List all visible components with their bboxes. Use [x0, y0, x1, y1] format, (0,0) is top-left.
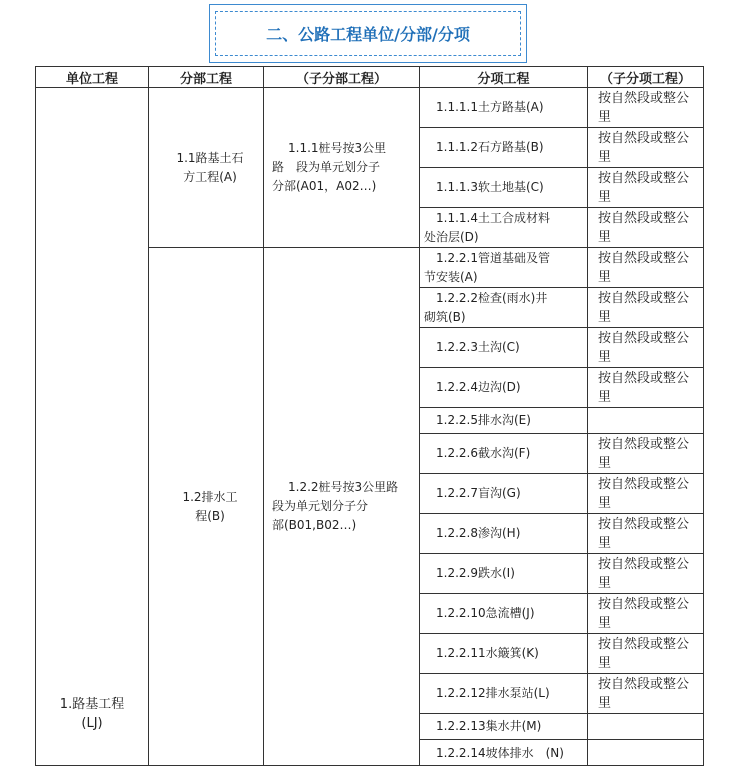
- header-item: 分项工程: [420, 67, 588, 88]
- note-cell: 按自然段或整公里: [588, 328, 704, 368]
- note-cell: 按自然段或整公里: [588, 514, 704, 554]
- item-cell: 1.2.2.14坡体排水 (N): [420, 740, 588, 766]
- part-label: 1.2排水工: [182, 489, 238, 504]
- subpart-text: 分部(A01，A02…): [272, 179, 377, 193]
- subpart-text: 1.2.2桩号按3公里路: [288, 480, 399, 494]
- item-cell: 1.1.1.2石方路基(B): [420, 128, 588, 168]
- subpart-text: 1.1.1桩号按3公里: [288, 141, 387, 155]
- unit-code: (LJ): [81, 716, 103, 731]
- unit-name: 1.路基工程: [59, 697, 125, 712]
- note-cell: 按自然段或整公里: [588, 168, 704, 208]
- subpart-text: 路 段为单元划分子: [272, 160, 381, 174]
- item-cell: 1.2.2.3土沟(C): [420, 328, 588, 368]
- subpart-cell-1: [264, 88, 420, 248]
- item-cell: 1.2.2.7盲沟(G): [420, 474, 588, 514]
- note-cell: 按自然段或整公里: [588, 554, 704, 594]
- note-cell: 按自然段或整公里: [588, 288, 704, 328]
- note-cell: 按自然段或整公里: [588, 474, 704, 514]
- item-cell: 1.1.1.1土方路基(A): [420, 88, 588, 128]
- note-cell: [588, 714, 704, 740]
- note-cell: [588, 740, 704, 766]
- project-table: [35, 66, 704, 766]
- page-title: 二、公路工程单位/分部/分项: [215, 11, 521, 56]
- table-row: [36, 88, 704, 128]
- item-cell: 1.2.2.8渗沟(H): [420, 514, 588, 554]
- header-subpart: （子分部工程）: [264, 67, 420, 88]
- part-cell-1: [149, 88, 264, 248]
- part-cell-2: [149, 248, 264, 766]
- unit-cell: [36, 88, 149, 766]
- note-cell: 按自然段或整公里: [588, 674, 704, 714]
- title-box: [209, 4, 527, 63]
- note-cell: 按自然段或整公里: [588, 88, 704, 128]
- note-cell: 按自然段或整公里: [588, 128, 704, 168]
- part-label: 方工程(A): [183, 169, 237, 184]
- item-cell: 1.2.2.12排水泵站(L): [420, 674, 588, 714]
- note-cell: 按自然段或整公里: [588, 434, 704, 474]
- note-cell: 按自然段或整公里: [588, 634, 704, 674]
- item-cell: 1.2.2.6截水沟(F): [420, 434, 588, 474]
- note-cell: 按自然段或整公里: [588, 208, 704, 248]
- item-cell: 1.2.2.11水簸箕(K): [420, 634, 588, 674]
- item-cell: 1.2.2.9跌水(I): [420, 554, 588, 594]
- item-cell: 1.2.2.2检查(雨水)井 砌筑(B): [420, 288, 588, 328]
- item-cell: 1.2.2.1管道基础及管 节安装(A): [420, 248, 588, 288]
- header-part: 分部工程: [149, 67, 264, 88]
- item-cell: 1.2.2.13集水井(M): [420, 714, 588, 740]
- header-unit: 单位工程: [36, 67, 149, 88]
- header-subitem: （子分项工程）: [588, 67, 704, 88]
- part-label: 程(B): [195, 508, 225, 523]
- item-cell: 1.2.2.10急流槽(J): [420, 594, 588, 634]
- note-cell: 按自然段或整公里: [588, 594, 704, 634]
- subpart-cell-2: [264, 248, 420, 766]
- item-cell: 1.1.1.3软土地基(C): [420, 168, 588, 208]
- note-cell: 按自然段或整公里: [588, 368, 704, 408]
- subpart-text: 部(B01,B02…): [272, 518, 357, 532]
- note-cell: [588, 408, 704, 434]
- header-row: [36, 67, 704, 88]
- part-label: 1.1路基土石: [176, 150, 244, 165]
- item-cell: 1.1.1.4土工合成材料 处治层(D): [420, 208, 588, 248]
- subpart-text: 段为单元划分子分: [272, 499, 369, 513]
- note-cell: 按自然段或整公里: [588, 248, 704, 288]
- item-cell: 1.2.2.5排水沟(E): [420, 408, 588, 434]
- item-cell: 1.2.2.4边沟(D): [420, 368, 588, 408]
